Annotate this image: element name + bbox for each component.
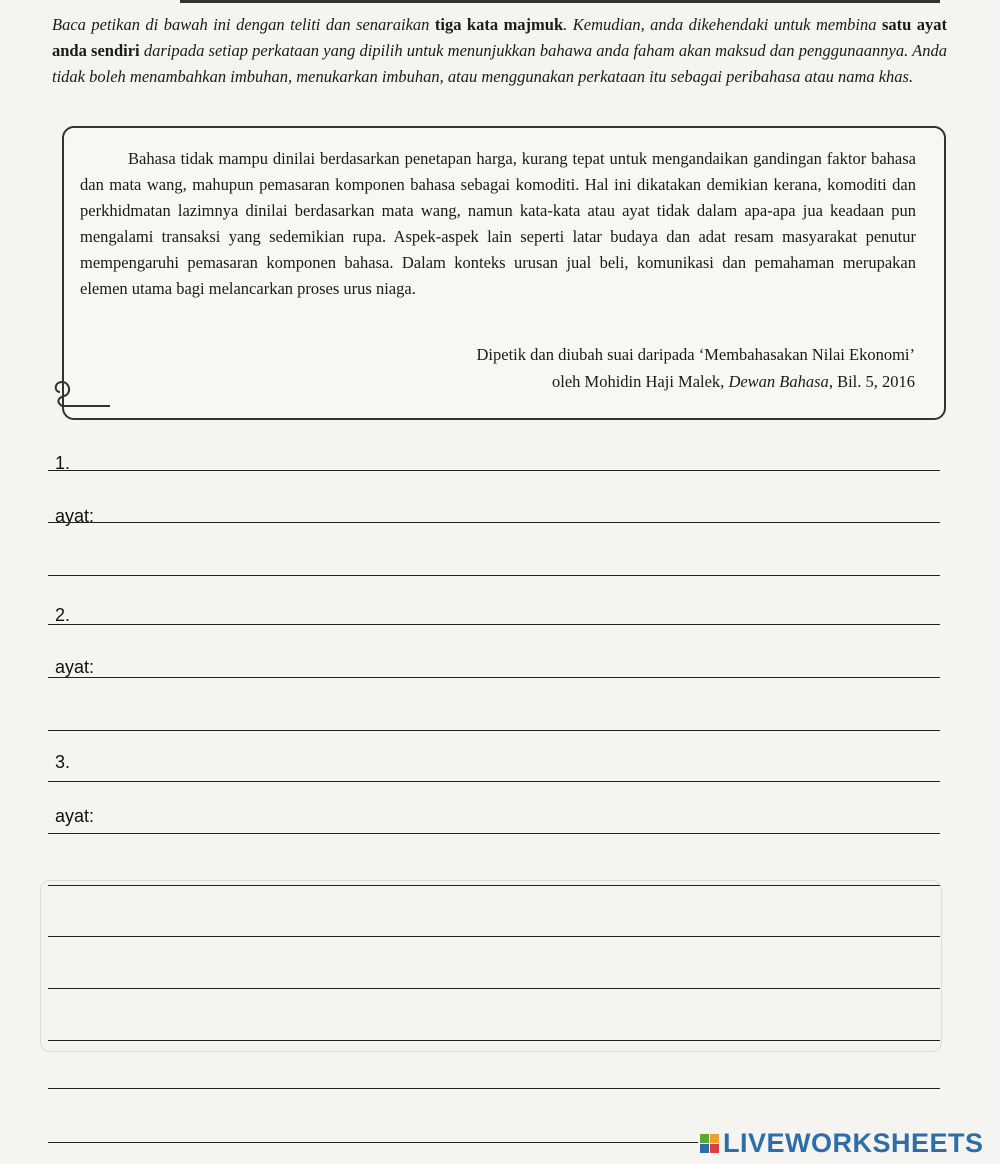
answer-1-ayat-label: ayat: <box>55 506 95 526</box>
source-journal: Dewan Bahasa <box>728 372 829 391</box>
answer-1-sentence-line-2[interactable] <box>48 575 940 576</box>
answer-1-word-line[interactable] <box>48 470 940 471</box>
answer-3-sentence-line-2[interactable] <box>48 885 940 886</box>
top-rule <box>180 0 940 3</box>
instructions <box>52 12 947 90</box>
scroll-curl-icon <box>52 372 112 412</box>
answer-2-number: 2. <box>55 605 71 625</box>
logo-square-green <box>700 1134 709 1143</box>
source-author: oleh Mohidin Haji Malek, <box>552 372 729 391</box>
instructions-bold-2: satu ayat anda sendiri <box>52 15 947 60</box>
answer-3-sentence-line-7[interactable] <box>48 1142 698 1143</box>
answer-3-word-line[interactable] <box>48 781 940 782</box>
logo-square-blue <box>700 1144 709 1153</box>
answer-2-ayat-label: ayat: <box>55 657 95 677</box>
answer-3-sentence-line-3[interactable] <box>48 936 940 937</box>
logo-text: LIVEWORKSHEETS <box>723 1128 984 1158</box>
answer-3-ayat-label: ayat: <box>55 806 95 826</box>
answer-2-sentence-line-1[interactable] <box>48 677 940 678</box>
answer-3-number: 3. <box>55 752 71 772</box>
source-line-1: Dipetik dan diubah suai daripada ‘Membahasakan Nilai Ekonomi’ <box>476 345 915 364</box>
instructions-text-3: daripada setiap perkataan yang dipilih untuk menunjukkan bahawa anda faham akan maksud dan penggunaannya. Anda tidak boleh menambahkan imbuhan, menukarkan imbuhan, atau menggunakan perkataan itu sebagai peribahasa atau nama khas. <box>52 41 947 86</box>
instructions-text-2: . Kemudian, anda dikehendaki untuk membina <box>563 15 882 34</box>
answer-3-sentence-line-6[interactable] <box>48 1088 940 1089</box>
answer-2-sentence-line-2[interactable] <box>48 730 940 731</box>
answer-3-sentence-line-5[interactable] <box>48 1040 940 1041</box>
answer-1-sentence-line-1[interactable] <box>48 522 940 523</box>
instructions-text-1: Baca petikan di bawah ini dengan teliti dan senaraikan <box>52 15 435 34</box>
answer-2-word-line[interactable] <box>48 624 940 625</box>
instructions-bold-1: tiga kata majmuk <box>434 15 564 34</box>
answer-3-sentence-line-4[interactable] <box>48 988 940 989</box>
liveworksheets-logo-icon <box>700 1134 719 1153</box>
answer-1-number: 1. <box>55 453 71 473</box>
logo-square-red <box>710 1144 719 1153</box>
logo-square-orange <box>710 1134 719 1143</box>
answer-3-sentence-line-1[interactable] <box>48 833 940 834</box>
source-issue: , Bil. 5, 2016 <box>828 372 915 391</box>
liveworksheets-logo <box>700 1128 984 1159</box>
bleed-through-box <box>40 880 942 1052</box>
passage-text: Bahasa tidak mampu dinilai berdasarkan penetapan harga, kurang tepat untuk mengandaikan gandingan faktor bahasa dan mata wang, mahupun pemasaran komponen bahasa sebagai komoditi. Hal ini dikatakan demikian kerana, komoditi dan perkhidmatan lazimnya dinilai berdasarkan mata wang, namun kata-kata atau ayat tidak dalam apa-apa jua keadaan pun mengalami transaksi yang sedemikian rupa. Aspek-aspek lain seperti latar budaya dan adat resam masyarakat penutur mempengaruhi pemasaran komponen bahasa. Dalam konteks urusan jual beli, komunikasi dan pemahaman merupakan elemen utama bagi melancarkan proses urus niaga. <box>80 149 916 298</box>
source-line-2 <box>552 372 915 392</box>
